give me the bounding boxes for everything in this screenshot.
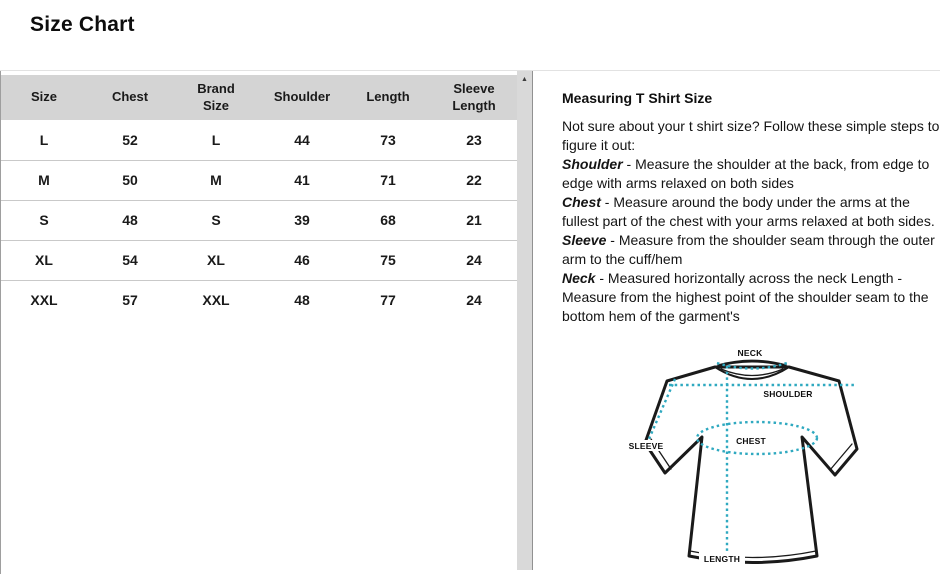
definition-text: - Measured horizontally across the neck Length - Measure from the highest point of the shoulder seam to the bottom hem of the garment's xyxy=(562,270,929,324)
table-cell: 46 xyxy=(259,240,345,280)
table-row xyxy=(1,120,517,160)
table-cell: 52 xyxy=(87,120,173,160)
table-row xyxy=(1,240,517,280)
panel-heading: Measuring T Shirt Size xyxy=(562,90,713,106)
tshirt-outline xyxy=(645,367,857,563)
table-cell: XL xyxy=(1,240,87,280)
table-cell: 48 xyxy=(87,200,173,240)
definition-term: Sleeve xyxy=(562,232,607,248)
chest-label: CHEST xyxy=(736,436,766,446)
table-cell: M xyxy=(173,160,259,200)
column-header: Chest xyxy=(87,75,173,120)
definition-list xyxy=(562,155,940,326)
table-cell: 21 xyxy=(431,200,517,240)
shoulder-label: SHOULDER xyxy=(763,389,813,399)
definition-text: - Measure the shoulder at the back, from edge to edge with arms relaxed on both sides xyxy=(562,156,930,191)
page-title: Size Chart xyxy=(30,13,135,36)
table-cell: 48 xyxy=(294,292,310,309)
table-cell: 68 xyxy=(345,200,431,240)
size-table xyxy=(1,75,517,320)
table-cell: 23 xyxy=(431,120,517,160)
table-cell: S xyxy=(1,200,87,240)
definition-text: - Measure around the body under the arms at the fullest part of the chest with your arms relaxed at both sides. xyxy=(562,194,935,229)
definition-term: Neck xyxy=(562,270,596,286)
column-header: Shoulder xyxy=(259,75,345,120)
length-label: LENGTH xyxy=(703,554,741,564)
size-chart-widget xyxy=(0,70,940,574)
table-cell: XXL xyxy=(30,292,58,309)
table-cell: 24 xyxy=(431,240,517,280)
tshirt-measurement-diagram xyxy=(605,345,935,573)
neck-label: NECK xyxy=(737,348,763,358)
table-cell: XL xyxy=(173,240,259,280)
column-header: Size xyxy=(1,75,87,120)
size-table-area xyxy=(0,71,517,574)
measuring-panel xyxy=(533,71,940,574)
table-cell: 41 xyxy=(259,160,345,200)
intro-text: Not sure about your t shirt size? Follow these simple steps to figure it out: xyxy=(562,118,940,153)
table-cell: M xyxy=(1,160,87,200)
definition-term: Shoulder xyxy=(562,156,623,172)
table-cell: L xyxy=(173,120,259,160)
table-cell: 77 xyxy=(380,292,396,309)
scroll-up-icon[interactable]: ▲ xyxy=(521,76,528,83)
vertical-scrollbar[interactable] xyxy=(517,71,533,570)
definition-line xyxy=(562,231,940,269)
sleeve-label: SLEEVE xyxy=(628,441,664,451)
column-header: Brand Size xyxy=(173,75,259,120)
table-cell: 75 xyxy=(345,240,431,280)
table-cell: S xyxy=(173,200,259,240)
definition-line xyxy=(562,269,940,326)
table-header-row xyxy=(1,75,517,120)
definition-line xyxy=(562,193,940,231)
table-cell: 22 xyxy=(431,160,517,200)
table-cell: 73 xyxy=(345,120,431,160)
table-row xyxy=(1,280,517,320)
table-cell: 50 xyxy=(87,160,173,200)
table-row xyxy=(1,160,517,200)
definition-term: Chest xyxy=(562,194,601,210)
table-cell: XXL xyxy=(202,292,230,309)
column-header: Length xyxy=(345,75,431,120)
table-cell: 57 xyxy=(122,292,138,309)
column-header: Sleeve Length xyxy=(431,75,517,120)
table-row xyxy=(1,200,517,240)
table-cell: 39 xyxy=(259,200,345,240)
definition-text: - Measure from the shoulder seam through the outer arm to the cuff/hem xyxy=(562,232,935,267)
table-cell: 44 xyxy=(259,120,345,160)
table-cell: 54 xyxy=(87,240,173,280)
table-cell: 71 xyxy=(345,160,431,200)
table-cell: L xyxy=(1,120,87,160)
definition-line xyxy=(562,155,940,193)
table-cell: 24 xyxy=(466,292,482,309)
